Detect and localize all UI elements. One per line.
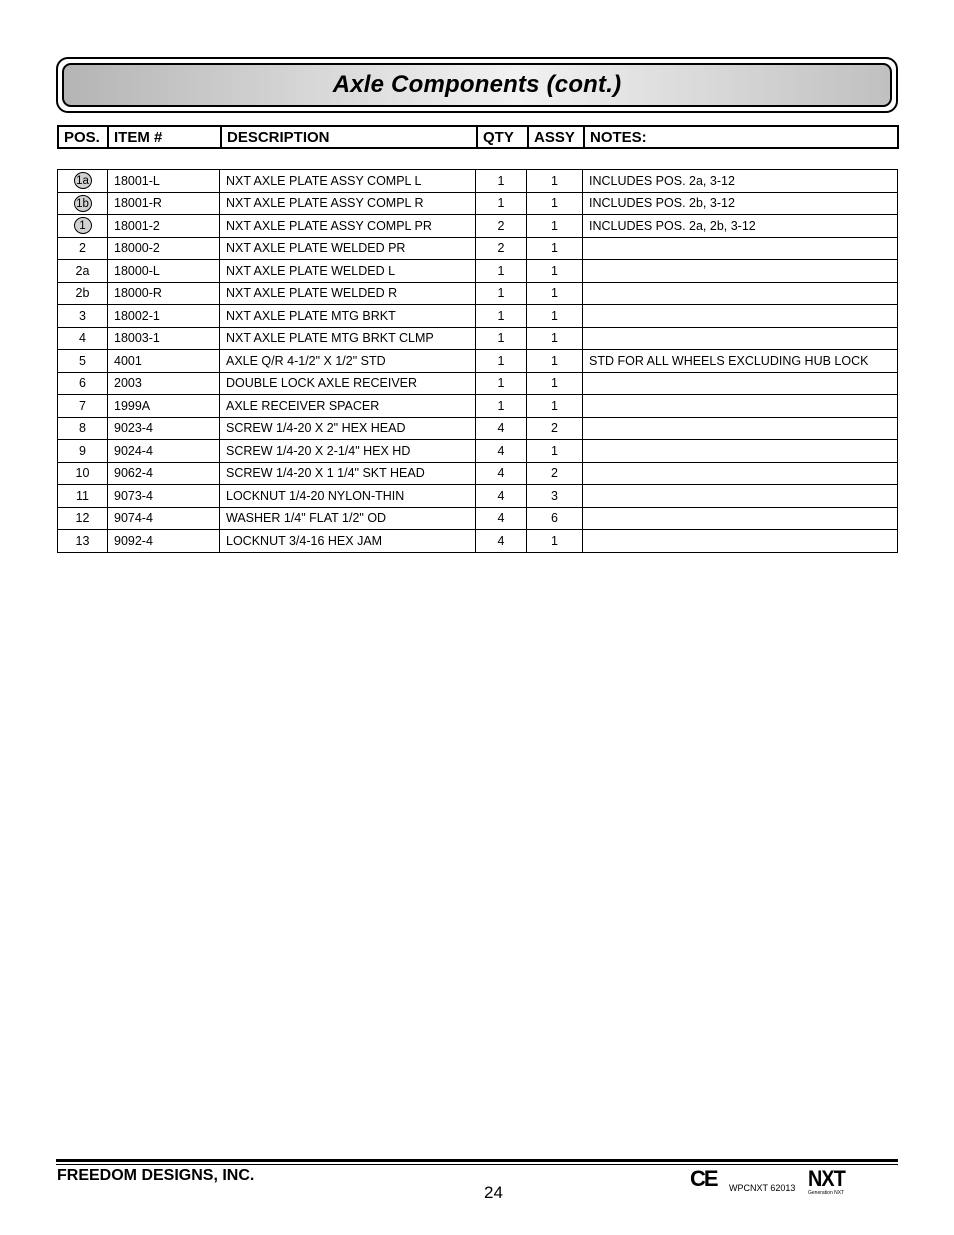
description-cell: NXT AXLE PLATE MTG BRKT CLMP [220,327,476,350]
notes-cell [583,530,898,553]
pos-cell: 4 [58,327,108,350]
description-cell: SCREW 1/4-20 X 1 1/4" SKT HEAD [220,462,476,485]
assy-cell: 1 [527,237,583,260]
item-number-cell: 18001-R [108,192,220,215]
footer-rule [56,1159,898,1162]
column-header-row [58,126,898,148]
column-header-item: ITEM # [108,126,221,148]
qty-cell: 1 [476,305,527,328]
pos-cell: 7 [58,395,108,418]
notes-cell [583,260,898,283]
item-number-cell: 18003-1 [108,327,220,350]
notes-cell [583,395,898,418]
table-row [58,372,898,395]
pos-cell [58,215,108,238]
table-row [58,260,898,283]
table-row [58,282,898,305]
pos-cell: 3 [58,305,108,328]
item-number-cell: 4001 [108,350,220,373]
nxt-logo-text: NXT [808,1166,845,1191]
table-row [58,215,898,238]
column-header-notes: NOTES: [584,126,898,148]
table-row [58,507,898,530]
qty-cell: 4 [476,440,527,463]
item-number-cell: 18002-1 [108,305,220,328]
description-cell: DOUBLE LOCK AXLE RECEIVER [220,372,476,395]
company-name: FREEDOM DESIGNS, INC. [57,1167,255,1184]
table-row [58,192,898,215]
nxt-logo-subtext: Generation NXT [808,1190,845,1196]
notes-cell [583,237,898,260]
table-row [58,395,898,418]
qty-cell: 1 [476,282,527,305]
notes-cell [583,305,898,328]
description-cell: WASHER 1/4" FLAT 1/2" OD [220,507,476,530]
pos-cell: 13 [58,530,108,553]
qty-cell: 1 [476,170,527,193]
qty-cell: 4 [476,485,527,508]
column-header-pos: POS. [58,126,108,148]
parts-table [57,169,898,553]
description-cell: AXLE Q/R 4-1/2" X 1/2" STD [220,350,476,373]
notes-cell [583,507,898,530]
table-row [58,462,898,485]
table-row [58,417,898,440]
pos-cell: 5 [58,350,108,373]
assy-cell: 1 [527,305,583,328]
qty-cell: 1 [476,395,527,418]
qty-cell: 2 [476,215,527,238]
assy-cell: 1 [527,350,583,373]
assy-cell: 1 [527,440,583,463]
qty-cell: 4 [476,462,527,485]
assy-cell: 1 [527,395,583,418]
assy-cell: 1 [527,215,583,238]
qty-cell: 1 [476,350,527,373]
table-row [58,350,898,373]
pos-cell: 9 [58,440,108,463]
description-cell: SCREW 1/4-20 X 2-1/4" HEX HD [220,440,476,463]
item-number-cell: 2003 [108,372,220,395]
table-row [58,440,898,463]
notes-cell: INCLUDES POS. 2a, 2b, 3-12 [583,215,898,238]
notes-cell [583,417,898,440]
assy-cell: 1 [527,260,583,283]
notes-cell [583,282,898,305]
table-row [58,485,898,508]
pos-cell [58,170,108,193]
qty-cell: 4 [476,417,527,440]
qty-cell: 1 [476,260,527,283]
notes-cell [583,372,898,395]
document-code: WPCNXT 62013 [729,1183,796,1193]
parts-table-body [58,170,898,553]
assy-cell: 1 [527,192,583,215]
assy-cell: 1 [527,372,583,395]
column-header-table [57,125,899,149]
column-header-qty: QTY [477,126,528,148]
title-banner [56,57,898,113]
table-row [58,305,898,328]
item-number-cell: 18001-L [108,170,220,193]
nxt-logo [808,1168,858,1196]
column-header-description: DESCRIPTION [221,126,477,148]
description-cell: NXT AXLE PLATE WELDED R [220,282,476,305]
qty-cell: 1 [476,327,527,350]
item-number-cell: 18000-L [108,260,220,283]
assy-cell: 1 [527,170,583,193]
pos-cell: 11 [58,485,108,508]
notes-cell [583,462,898,485]
notes-cell: STD FOR ALL WHEELS EXCLUDING HUB LOCK [583,350,898,373]
description-cell: LOCKNUT 3/4-16 HEX JAM [220,530,476,553]
item-number-cell: 9062-4 [108,462,220,485]
qty-cell: 1 [476,372,527,395]
item-number-cell: 9024-4 [108,440,220,463]
qty-cell: 2 [476,237,527,260]
qty-cell: 4 [476,507,527,530]
assy-cell: 1 [527,327,583,350]
pos-cell: 2 [58,237,108,260]
qty-cell: 1 [476,192,527,215]
description-cell: NXT AXLE PLATE ASSY COMPL PR [220,215,476,238]
item-number-cell: 9073-4 [108,485,220,508]
qty-cell: 4 [476,530,527,553]
item-number-cell: 1999A [108,395,220,418]
table-row [58,170,898,193]
notes-cell [583,440,898,463]
assy-cell: 1 [527,530,583,553]
table-row [58,530,898,553]
assy-cell: 6 [527,507,583,530]
description-cell: NXT AXLE PLATE ASSY COMPL R [220,192,476,215]
notes-cell: INCLUDES POS. 2b, 3-12 [583,192,898,215]
pos-cell [58,192,108,215]
description-cell: NXT AXLE PLATE WELDED L [220,260,476,283]
item-number-cell: 18000-2 [108,237,220,260]
pos-cell: 2b [58,282,108,305]
table-row [58,327,898,350]
page-title: Axle Components (cont.) [332,71,622,98]
description-cell: AXLE RECEIVER SPACER [220,395,476,418]
pos-cell: 8 [58,417,108,440]
description-cell: LOCKNUT 1/4-20 NYLON-THIN [220,485,476,508]
notes-cell [583,327,898,350]
assy-cell: 3 [527,485,583,508]
description-cell: NXT AXLE PLATE WELDED PR [220,237,476,260]
footer-rule-thin [56,1164,898,1165]
table-row [58,237,898,260]
assy-cell: 2 [527,417,583,440]
item-number-cell: 9023-4 [108,417,220,440]
circled-pos-badge: 1b [74,195,92,212]
assy-cell: 2 [527,462,583,485]
description-cell: NXT AXLE PLATE MTG BRKT [220,305,476,328]
title-banner-inner [62,63,892,107]
page-number: 24 [484,1183,503,1202]
ce-mark-icon: CE [690,1166,717,1191]
notes-cell: INCLUDES POS. 2a, 3-12 [583,170,898,193]
item-number-cell: 9092-4 [108,530,220,553]
description-cell: SCREW 1/4-20 X 2" HEX HEAD [220,417,476,440]
pos-cell: 2a [58,260,108,283]
notes-cell [583,485,898,508]
description-cell: NXT AXLE PLATE ASSY COMPL L [220,170,476,193]
pos-cell: 6 [58,372,108,395]
item-number-cell: 18000-R [108,282,220,305]
item-number-cell: 18001-2 [108,215,220,238]
column-header-assy: ASSY [528,126,584,148]
assy-cell: 1 [527,282,583,305]
pos-cell: 12 [58,507,108,530]
item-number-cell: 9074-4 [108,507,220,530]
circled-pos-badge: 1 [74,217,92,234]
pos-cell: 10 [58,462,108,485]
circled-pos-badge: 1a [74,172,92,189]
